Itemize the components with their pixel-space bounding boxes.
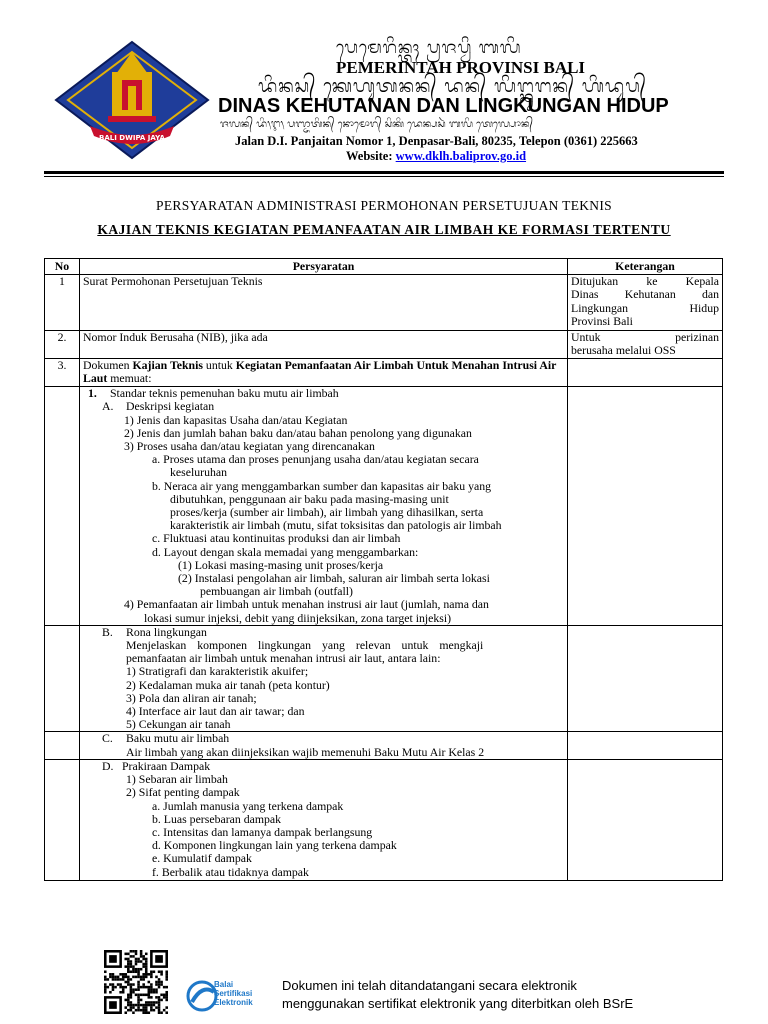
requirements-table (44, 258, 723, 881)
table-row (45, 359, 723, 387)
website-link[interactable]: www.dklh.baliprov.go.id (395, 149, 527, 163)
header-script-line1: ᬧᬾᬫᬾᬭᬶᬦ᭄ᬢᬄ ᬧ᭄ᬭᬚᬧ᭄ᬯᬶ ᬩᬮᬶ (336, 38, 522, 58)
header-script-line2: ᬤᬶᬦᬲ᭄ ᬓᬾᬳᬸᬢᬦᬦ᭄ ᬤᬦ᭄ ᬮᬶᬗ᭄ᬓᬸᬗᬦ᭄ ᬳᬶᬤᬸᬧ᭄ (258, 76, 648, 97)
row-remarks: Ditujukan ke Kepala Dinas Kehutanan dan Lingkungan Hidup Provinsi Bali (568, 275, 723, 331)
section-1-description: 1. Standar teknis pemenuhan baku mutu air limbah A. Deskripsi kegiatan 1) Jenis dan kapasitas Usaha dan/atau Kegiatan 2) Jenis dan jumlah bahan baku dan/atau bahan penolong yang digunakan 3) Proses usaha dan/atau kegiatan yang direncanakan a. Proses utama dan proses penunjang usaha dan/atau kegiatan secara keseluruhan b. Neraca air yang menggambarkan sumber dan kapasitas air baku yang dibutuhkan, penggunaan air baku pada masing-masing unit proses/kerja (sumber air limbah), air limbah yang dihasilkan, serta karakteristik air limbah (mutu, sifat toksisitas dan patologis air limbah c. Fluktuasi atau kontinuitas produksi dan air limbah d. Layout dengan skala memadai yang menggambarkan: (1) Lokasi masing-masing unit proses/kerja (2) Instalasi pengolahan air limbah, saluran air limbah serta lokasi pembuangan air limbah (outfall) 4) Pemanfaatan air limbah untuk menahan instrusi air laut (jumlah, nama dan lokasi sumur injeksi, debit yang diinjeksikan, zona target injeksi) (80, 387, 568, 626)
logo-motto-text: BALI DWIPA JAYA (99, 134, 165, 142)
table-row (45, 275, 723, 331)
table-row (45, 732, 723, 759)
table-header-row (45, 259, 723, 275)
header-remarks: Keterangan (568, 259, 723, 275)
row-remarks (568, 359, 723, 387)
table-row (45, 387, 723, 626)
section-c-effluent-standard: C. Baku mutu air limbah Air limbah yang akan diinjeksikan wajib memenuhi Baku Mutu Air Kelas 2 (80, 732, 568, 759)
provincial-logo (52, 40, 212, 160)
e-signature-note-line2: menggunakan sertifikat elektronik yang diterbitkan oleh BSrE (282, 996, 634, 1011)
row-number: 3. (45, 359, 80, 387)
e-signature-note-line1: Dokumen ini telah ditandatangani secara elektronik (282, 978, 577, 993)
document-title: PERSYARATAN ADMINISTRASI PERMOHONAN PERSETUJUAN TEKNIS (156, 198, 612, 213)
bsre-name: Balai Sertifikasi Elektronik (214, 980, 253, 1007)
website-label: Website: (346, 149, 393, 163)
header-requirement: Persyaratan (80, 259, 568, 275)
row-requirement: Nomor Induk Berusaha (NIB), jika ada (80, 331, 568, 359)
row-requirement: Surat Permohonan Persetujuan Teknis (80, 275, 568, 331)
header-no: No (45, 259, 80, 275)
section-b-environment: B. Rona lingkungan Menjelaskan komponen lingkungan yang relevan untuk mengkaji pemanfaatan air limbah untuk menahan intrusi air laut, antara lain: 1) Stratigrafi dan karakteristik akuifer; 2) Kedalaman muka air tanah (peta kontur) 3) Pola dan aliran air tanah; 4) Interface air laut dan air tawar; dan 5) Cekungan air tanah (80, 625, 568, 732)
website-line (346, 149, 526, 164)
row-number: 2. (45, 331, 80, 359)
qr-code (104, 950, 168, 1014)
government-name: PEMERINTAH PROVINSI BALI (336, 58, 586, 77)
section-d-impact-prediction: D. Prakiraan Dampak 1) Sebaran air limbah 2) Sifat penting dampak a. Jumlah manusia yang terkena dampak b. Luas persebaran dampak c. Intensitas dan lamanya dampak berlangsung d. Komponen lingkungan lain yang terkena dampak e. Kumulatif dampak f. Berbalik atau tidaknya dampak (80, 759, 568, 880)
row-number: 1 (45, 275, 80, 331)
agency-name: DINAS KEHUTANAN DAN LINGKUNGAN HIDUP (218, 95, 669, 117)
header-divider-thick (44, 171, 724, 174)
header-divider-thin (44, 176, 724, 177)
document-subtitle: KAJIAN TEKNIS KEGIATAN PEMANFAATAN AIR LIMBAH KE FORMASI TERTENTU (97, 222, 671, 237)
row-requirement: Dokumen Kajian Teknis untuk Kegiatan Pemanfaatan Air Limbah Untuk Menahan Intrusi Air Laut memuat: (80, 359, 568, 387)
header-script-line3: ᬚᬮᬦ᭄ ᬤᬶ᭞ᬇ᭞ ᬧᬜ᭄ᬚᬢᬶᬦ᭄ ᬦᭀᬫᭀᬭ᭄ ᬲᬶᬓᬶ ᬤᬾᬦ᭄ᬧᬲᬃ ᬩᬮᬶ ᬢᬾᬮ᭄ᬧᭀᬦ᭄ (220, 119, 533, 130)
row-remarks: Untuk perizinan berusaha melalui OSS (568, 331, 723, 359)
table-row (45, 625, 723, 732)
table-row (45, 331, 723, 359)
table-row (45, 759, 723, 880)
agency-address: Jalan D.I. Panjaitan Nomor 1, Denpasar-Bali, 80235, Telepon (0361) 225663 (235, 134, 638, 148)
